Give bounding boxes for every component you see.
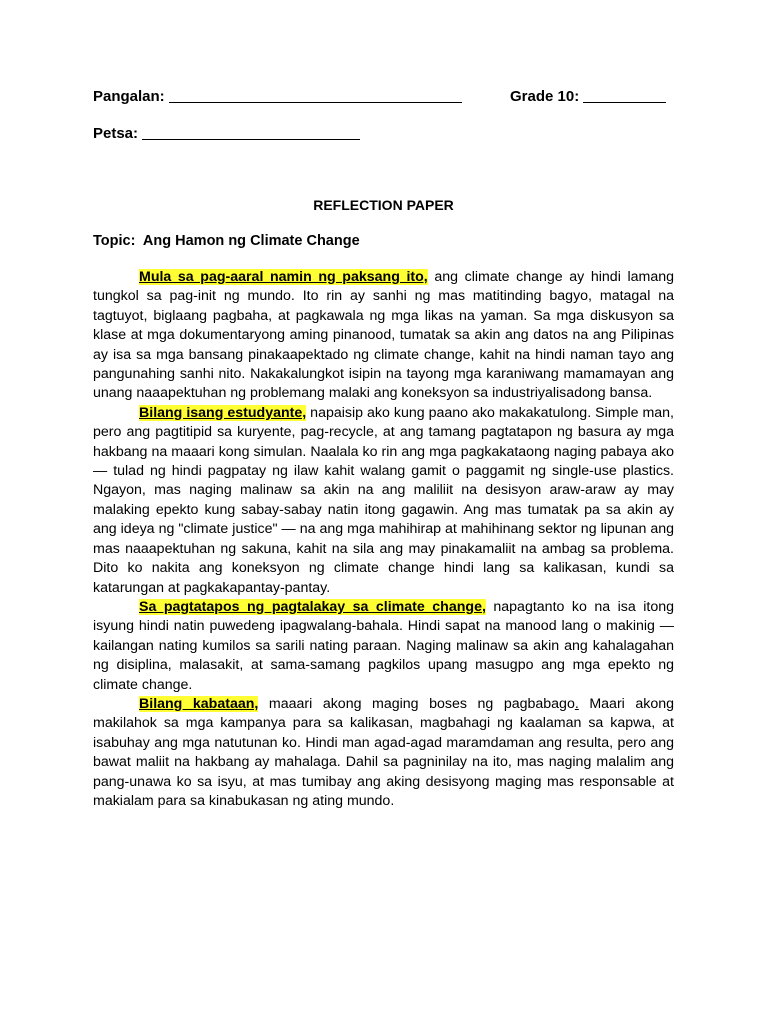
date-line: [93, 125, 360, 142]
name-line: [93, 88, 462, 105]
grade-line: [510, 88, 666, 105]
document-topic: Topic: Ang Hamon ng Climate Change: [93, 233, 360, 249]
paragraph-text: ang climate change ay hindi lamang tungkol sa pag-init ng mundo. Ito rin ay sanhi ng mas matitinding bagyo, matagal na tagtuyot, biglaang pagbaha, at pagkawala ng mga likas na yaman. Sa mga diskusyon sa klase at mga dokumentaryong aming pinanood, tumatak sa akin ang datos na ang Pilipinas ay isa sa mga bansang pinakaapektado ng climate change, kahit na hindi naman tayo ang pangunahing sanhi nito. Nakakalungkot isipin na tayong mga karaniwang mamamayan ang unang naaapektuhan ng problemang malaki ang koneksyon sa industriyalisadong bansa.: [93, 269, 674, 402]
document-page: [93, 0, 674, 1024]
highlighted-lead: Mula sa pag-aaral namin ng paksang ito,: [139, 269, 428, 285]
paragraph-text: maaari akong maging boses ng pagbabago: [258, 695, 575, 712]
paragraph-text: napaisip ako kung paano ako makakatulong. Simple man, pero ang pagtitipid sa kuryente, pag-recycle, at ang tamang pagtatapon ng basura ay mga hakbang na maaari kong simulan. Naalala ko rin ang mga pagkakataong naging pabaya ako — tulad ng hindi pagpatay ng ilaw kahit walang gamit o paggamit ng single-use plastics. Ngayon, mas naging malinaw sa akin na ang maliliit na desisyon araw-araw ay may malaking epekto kung sabay-sabay natin itong gagawin. Ang mas tumatak pa sa akin ay ang ideya ng "climate justice" — na ang mga mahihirap at mahihinang sektor ng lipunan ang mas naaapektuhan ng sakuna, kahit na sila ang may pinakamaliit na ambag sa problema. Dito ko nakita ang koneksyon ng climate change hindi lang sa kalikasan, kundi sa katarungan at pagkakapantay-pantay.: [93, 404, 674, 596]
grade-blank: [583, 88, 666, 103]
paragraph-1: [93, 268, 674, 404]
underlined-period: .: [574, 695, 579, 712]
paragraph-2: [93, 404, 674, 598]
paragraph-4: [93, 695, 674, 811]
grade-label: Grade 10:: [510, 88, 580, 105]
paragraph-text: Maari akong makilahok sa mga kampanya para sa kalikasan, magbahagi ng kaalaman sa kapwa, at isabuhay ang mga natutunan ko. Hindi man agad-agad maramdaman ang resulta, pero ang bawat maliit na hakbang ay mahalaga. Dahil sa pagninilay na ito, mas naging malalim ang pang-unawa ko sa isyu, at mas tumibay ang aking desisyong maging mas responsable at makialam para sa kinabukasan ng ating mundo.: [93, 695, 675, 809]
highlighted-lead: Bilang isang estudyante,: [139, 404, 307, 421]
date-label: Petsa:: [93, 125, 139, 142]
name-label: Pangalan:: [93, 88, 165, 105]
highlighted-lead: Sa pagtatapos ng pagtalakay sa climate change,: [139, 598, 486, 615]
document-title: REFLECTION PAPER: [313, 197, 454, 213]
date-blank: [142, 125, 360, 140]
highlighted-lead: Bilang kabataan,: [139, 695, 259, 712]
document-body: [93, 268, 674, 811]
paragraph-text: napagtanto ko na isa itong isyung hindi natin puwedeng ipagwalang-bahala. Hindi sapat na manood lang o makinig — kailangan nating kumilos sa sarili nating paraan. Naging malinaw sa akin ang kahalagahan ng disiplina, malasakit, at sama-samang pagkilos upang masugpo ang mga epekto ng climate change.: [93, 598, 675, 693]
paragraph-3: [93, 598, 674, 695]
name-blank: [169, 88, 462, 103]
